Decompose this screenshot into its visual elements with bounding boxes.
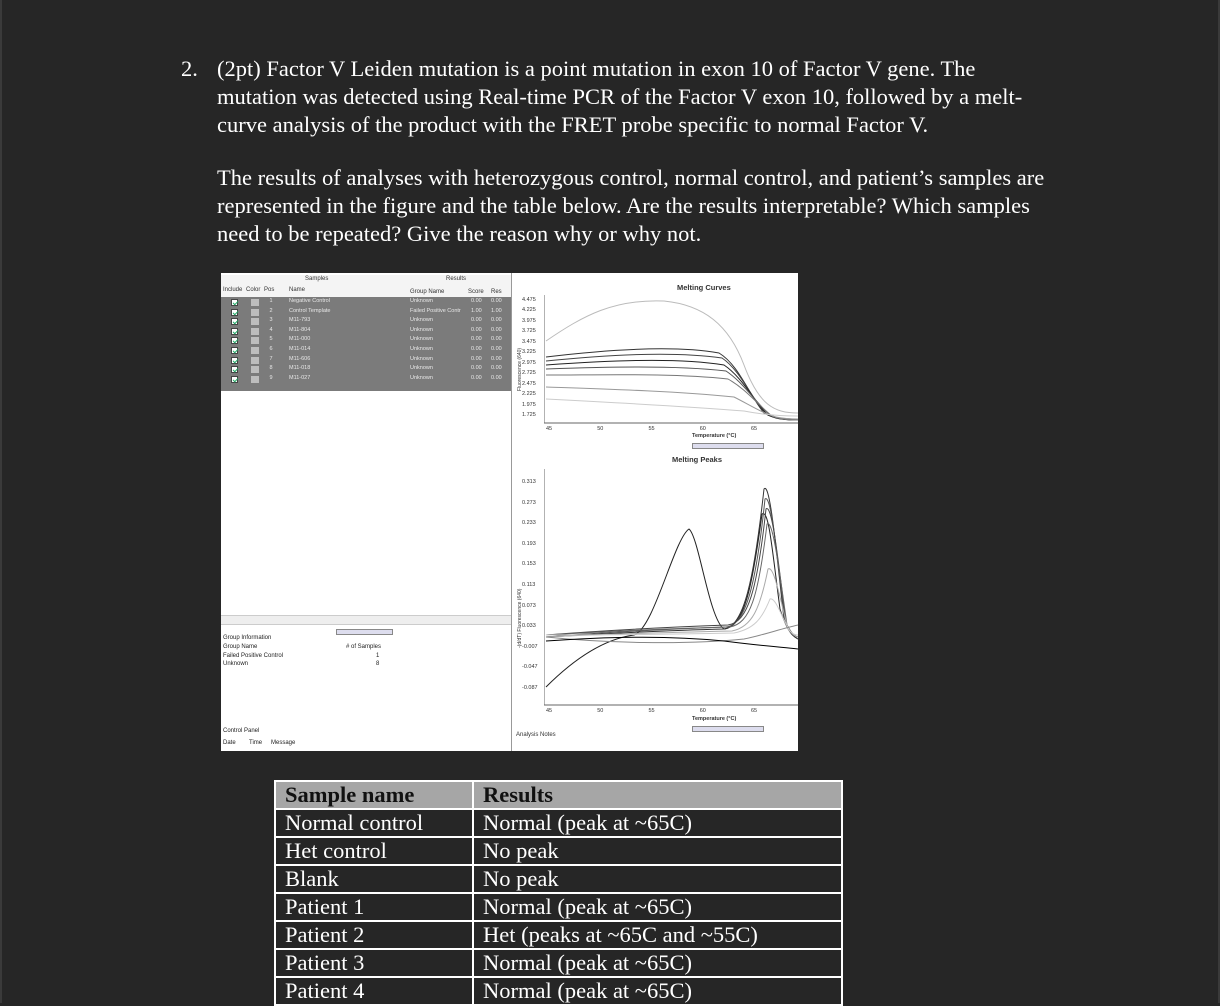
sample-row[interactable] <box>221 298 511 307</box>
melting-curves-scroll[interactable] <box>692 443 764 449</box>
sample-res: 0.00 <box>491 365 502 372</box>
col-include[interactable]: Include <box>223 287 243 293</box>
y-tick-label: 4.475 <box>522 297 536 303</box>
sample-name: M11-014 <box>289 346 311 352</box>
x-tick-label: 60 <box>699 708 706 714</box>
sample-pos: 9 <box>269 374 273 381</box>
y-tick-label: 1.975 <box>522 401 536 408</box>
sample-res: 0.00 <box>491 317 502 324</box>
result-value: Normal (peak at ~65C) <box>473 809 842 837</box>
sample-pos: 5 <box>269 336 273 343</box>
include-checkbox[interactable] <box>231 347 238 354</box>
sample-group: Unknown <box>410 298 433 304</box>
y-tick-label: 2.725 <box>522 370 536 377</box>
sample-pos: 8 <box>269 365 273 372</box>
result-sample-name: Patient 1 <box>275 893 473 921</box>
y-tick-label: 3.725 <box>522 328 536 335</box>
header-sample-name: Sample name <box>275 781 473 809</box>
sample-group: Unknown <box>410 355 433 362</box>
sample-name: Negative Control <box>289 298 330 304</box>
sample-pos: 1 <box>269 298 273 304</box>
col-res[interactable]: Res <box>491 289 502 295</box>
include-checkbox[interactable] <box>231 337 238 344</box>
group-row-name: Unknown <box>223 661 249 667</box>
y-tick-label: -0.047 <box>522 664 538 671</box>
result-value: Normal (peak at ~65C) <box>473 977 842 1005</box>
result-value: No peak <box>473 837 842 865</box>
lightcycler-screenshot <box>221 273 798 751</box>
col-score[interactable]: Score <box>468 289 484 295</box>
results-table <box>274 780 843 1006</box>
y-tick-label: 2.225 <box>522 391 536 398</box>
color-swatch[interactable] <box>251 366 259 373</box>
results-row <box>275 977 842 1005</box>
group-name-label: Group Name <box>223 644 258 650</box>
sample-row[interactable] <box>221 365 511 374</box>
include-checkbox[interactable] <box>231 328 238 335</box>
melting-peak-series <box>546 569 798 637</box>
question-number: 2. <box>181 56 198 81</box>
y-tick-label: 1.725 <box>522 412 536 418</box>
x-tick-label: 65 <box>751 708 758 714</box>
x-tick-label: 55 <box>648 426 655 432</box>
sample-res: 1.00 <box>491 307 502 314</box>
results-row <box>275 893 842 921</box>
sample-pos: 3 <box>269 317 273 324</box>
sample-rows <box>221 297 511 391</box>
sample-score: 0.00 <box>471 326 482 333</box>
sample-group: Unknown <box>410 346 433 352</box>
include-checkbox[interactable] <box>231 357 238 364</box>
melting-peaks-scroll[interactable] <box>692 726 764 732</box>
result-sample-name: Patient 4 <box>275 977 473 1005</box>
results-table-header <box>275 781 842 809</box>
y-tick-label: 2.975 <box>522 359 536 366</box>
melting-curves-xlabel: Temperature (°C) <box>692 433 737 439</box>
question-text: (2pt) Factor V Leiden mutation is a point mutation in exon 10 of Factor V gene. The mutation was detected using Real-time PCR of the Factor V exon 10, followed by a melt-curve analysis of the product with the FRET probe specific to normal Factor V. <box>217 56 1023 137</box>
y-tick-label: 0.073 <box>522 602 536 609</box>
result-sample-name: Het control <box>275 837 473 865</box>
y-tick-label: 0.113 <box>522 582 536 588</box>
sample-row[interactable] <box>221 336 511 345</box>
x-tick-label: 45 <box>546 708 553 714</box>
analysis-notes: Analysis Notes <box>516 732 556 738</box>
sample-name: M11-793 <box>289 317 311 324</box>
samples-header: Samples <box>305 276 329 282</box>
samples-table-header <box>221 275 511 298</box>
sample-name: M11-018 <box>289 365 311 372</box>
sample-score: 1.00 <box>471 307 482 314</box>
y-tick-label: 0.193 <box>522 540 536 547</box>
sample-row[interactable] <box>221 356 511 365</box>
include-checkbox[interactable] <box>231 318 238 325</box>
sample-score: 0.00 <box>471 317 482 324</box>
include-checkbox[interactable] <box>231 309 238 316</box>
sample-res: 0.00 <box>491 336 502 343</box>
col-color[interactable]: Color <box>246 287 261 293</box>
sample-name: M11-804 <box>289 326 311 333</box>
color-swatch[interactable] <box>251 376 259 383</box>
result-value: Normal (peak at ~65C) <box>473 949 842 977</box>
x-tick-label: 50 <box>597 708 604 714</box>
melting-curve-series <box>546 301 798 413</box>
results-row <box>275 921 842 949</box>
sample-group: Failed Positive Contr <box>410 307 461 314</box>
sample-group: Unknown <box>410 326 433 333</box>
melting-peaks-plot <box>544 469 798 707</box>
col-pos[interactable]: Pos <box>264 287 275 293</box>
melting-peaks-ylabel: -(d/dT) Fluorescence (640) <box>517 588 523 648</box>
sample-row[interactable] <box>221 375 511 384</box>
color-swatch[interactable] <box>251 357 259 364</box>
sample-pos: 6 <box>269 346 273 352</box>
color-swatch[interactable] <box>251 347 259 354</box>
sample-res: 0.00 <box>491 298 502 304</box>
cp-time-col[interactable]: Time <box>249 740 263 746</box>
results-row <box>275 949 842 977</box>
sample-pos: 4 <box>269 326 273 333</box>
x-tick-label: 65 <box>751 426 758 432</box>
sample-name: M11-027 <box>289 374 311 381</box>
melting-peaks-xlabel: Temperature (°C) <box>692 716 737 722</box>
y-tick-label: -0.087 <box>522 685 538 691</box>
include-checkbox[interactable] <box>231 366 238 373</box>
group-row-count: 1 <box>376 653 380 659</box>
group-row-count: 8 <box>376 661 380 667</box>
result-sample-name: Patient 2 <box>275 921 473 949</box>
sample-name: Control Template <box>289 307 331 314</box>
include-checkbox[interactable] <box>231 376 238 383</box>
result-value: Normal (peak at ~65C) <box>473 893 842 921</box>
sample-res: 0.00 <box>491 355 502 362</box>
results-header: Results <box>446 276 467 282</box>
melting-curves-ylabel: Fluorescence (640) <box>517 347 523 391</box>
sample-score: 0.00 <box>471 346 482 352</box>
question-paragraph: The results of analyses with heterozygous control, normal control, and patient’s samples are represented in the figure and the table below. Are the results interpretable? Which samples need to be repeated? Give the reason why or why not. <box>217 165 1045 246</box>
horizontal-scrollbar[interactable] <box>221 615 511 625</box>
sample-score: 0.00 <box>471 355 482 362</box>
sample-group: Unknown <box>410 365 433 372</box>
results-row <box>275 837 842 865</box>
sample-name: M11-000 <box>289 336 311 343</box>
y-tick-label: -0.007 <box>522 643 538 650</box>
sample-group: Unknown <box>410 317 433 324</box>
y-tick-label: 0.273 <box>522 499 536 506</box>
y-tick-label: 2.475 <box>522 380 536 387</box>
sample-group: Unknown <box>410 336 433 343</box>
x-tick-label: 45 <box>546 426 553 432</box>
y-tick-label: 0.233 <box>522 520 536 527</box>
color-swatch[interactable] <box>251 337 259 344</box>
y-tick-label: 3.975 <box>522 317 536 324</box>
sample-row[interactable] <box>221 346 511 355</box>
y-tick-label: 0.153 <box>522 561 536 568</box>
sample-name: M11-606 <box>289 355 311 362</box>
y-tick-label: 4.225 <box>522 307 536 314</box>
y-tick-label: 0.033 <box>522 623 536 630</box>
y-tick-label: 3.475 <box>522 338 536 345</box>
x-tick-label: 55 <box>648 708 655 714</box>
color-swatch[interactable] <box>251 309 259 316</box>
num-samples-label: # of Samples <box>346 644 382 650</box>
sample-group: Unknown <box>410 374 433 381</box>
result-value: No peak <box>473 865 842 893</box>
cp-date-col[interactable]: Date <box>223 740 236 746</box>
melting-peak-series <box>546 488 798 637</box>
x-tick-label: 60 <box>699 426 706 432</box>
result-value: Het (peaks at ~65C and ~55C) <box>473 921 842 949</box>
sample-row[interactable] <box>221 317 511 326</box>
melting-curves-plot <box>544 295 798 425</box>
control-panel-title: Control Panel <box>223 728 260 734</box>
charts-panel <box>512 273 798 751</box>
color-swatch[interactable] <box>251 328 259 335</box>
cp-message-col[interactable]: Message <box>271 740 296 746</box>
sample-score: 0.00 <box>471 298 482 304</box>
sample-res: 0.00 <box>491 326 502 333</box>
sample-pos: 2 <box>269 307 273 314</box>
sample-pos: 7 <box>269 355 273 362</box>
result-sample-name: Patient 3 <box>275 949 473 977</box>
sample-score: 0.00 <box>471 374 482 381</box>
y-tick-label: 0.313 <box>522 479 536 485</box>
sample-score: 0.00 <box>471 365 482 372</box>
results-row <box>275 809 842 837</box>
samples-panel <box>221 273 512 751</box>
color-swatch[interactable] <box>251 299 259 306</box>
col-group[interactable]: Group Name <box>410 289 445 295</box>
result-sample-name: Blank <box>275 865 473 893</box>
col-name[interactable]: Name <box>289 287 306 293</box>
sample-score: 0.00 <box>471 336 482 343</box>
result-sample-name: Normal control <box>275 809 473 837</box>
results-row <box>275 865 842 893</box>
header-results: Results <box>473 781 842 809</box>
melting-peak-series <box>546 637 798 649</box>
left-border <box>0 0 2 1003</box>
group-row-name: Failed Positive Control <box>223 653 284 659</box>
scroll-thumb[interactable] <box>336 629 393 635</box>
sample-row[interactable] <box>221 327 511 336</box>
melting-curve-series <box>546 387 798 419</box>
sample-res: 0.00 <box>491 374 502 381</box>
color-swatch[interactable] <box>251 318 259 325</box>
y-tick-label: 3.225 <box>522 349 536 356</box>
melting-peaks-title: Melting Peaks <box>672 455 723 464</box>
sample-res: 0.00 <box>491 346 502 352</box>
melting-curves-title: Melting Curves <box>677 283 731 292</box>
include-checkbox[interactable] <box>231 299 238 306</box>
sample-row[interactable] <box>221 308 511 317</box>
x-tick-label: 50 <box>597 426 604 432</box>
melting-curve-series <box>546 349 798 419</box>
group-info-title: Group Information <box>223 635 272 641</box>
